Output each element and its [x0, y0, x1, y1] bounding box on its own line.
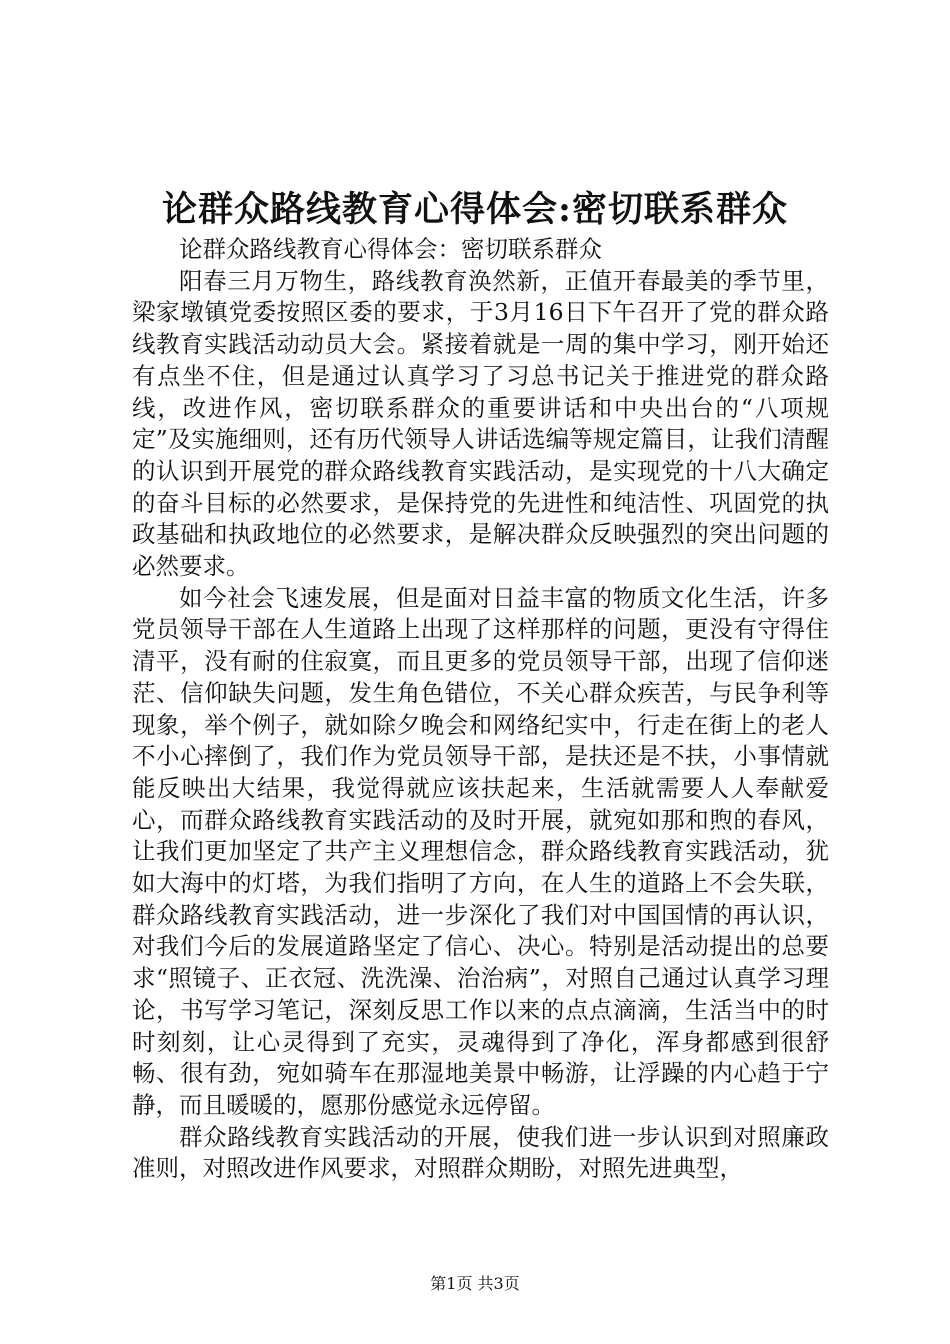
document-title: 论群众路线教育心得体会:密切联系群众: [162, 189, 788, 230]
document-subtitle: 论群众路线教育心得体会：密切联系群众: [179, 235, 602, 263]
document-body: [132, 234, 829, 1185]
paragraph-2: 如今社会飞速发展，但是面对日益丰富的物质文化生活，许多党员领导干部在人生道路上出现了这样那样的问题，更没有守得住清平，没有耐的住寂寞，而且更多的党员领导干部，出现了信仰迷茫、信仰缺失问题，发生角色错位，不关心群众疾苦，与民争利等现象，举个例子，就如除夕晚会和网络纪实中，行走在街上的老人不小心摔倒了，我们作为党员领导干部，是扶还是不扶，小事情就能反映出大结果，我觉得就应该扶起来，生活就需要人人奉献爱心，而群众路线教育实践活动的及时开展，就宛如那和煦的春风，让我们更加坚定了共产主义理想信念，群众路线教育实践活动，犹如大海中的灯塔，为我们指明了方向，在人生的道路上不会失联，群众路线教育实践活动，进一步深化了我们对中国国情的再认识，对我们今后的发展道路坚定了信心、决心。特别是活动提出的总要求“照镜子、正衣冠、洗洗澡、治治病”，对照自己通过认真学习理论，书写学习笔记，深刻反思工作以来的点点滴滴，生活当中的时时刻刻，让心灵得到了充实，灵魂得到了净化，浑身都感到很舒畅、很有劲，宛如骑车在那湿地美景中畅游，让浮躁的内心趋于宁静，而且暖暖的，愿那份感觉永远停留。: [132, 583, 829, 1119]
page-footer: 第1页 共3页: [430, 1274, 520, 1293]
paragraph-3: 群众路线教育实践活动的开展，使我们进一步认识到对照廉政准则，对照改进作风要求，对照群众期盼，对照先进典型，: [132, 1122, 829, 1183]
paragraph-1: 阳春三月万物生，路线教育涣然新，正值开春最美的季节里，梁家墩镇党委按照区委的要求，于3月16日下午召开了党的群众路线教育实践活动动员大会。紧接着就是一周的集中学习，刚开始还有点坐不住，但是通过认真学习了习总书记关于推进党的群众路线，改进作风，密切联系群众的重要讲话和中央出台的“八项规定”及实施细则，还有历代领导人讲话选编等规定篇目，让我们清醒的认识到开展党的群众路线教育实践活动，是实现党的十八大确定的奋斗目标的必然要求，是保持党的先进性和纯洁性、巩固党的执政基础和执政地位的必然要求，是解决群众反映强烈的突出问题的必然要求。: [132, 266, 829, 581]
